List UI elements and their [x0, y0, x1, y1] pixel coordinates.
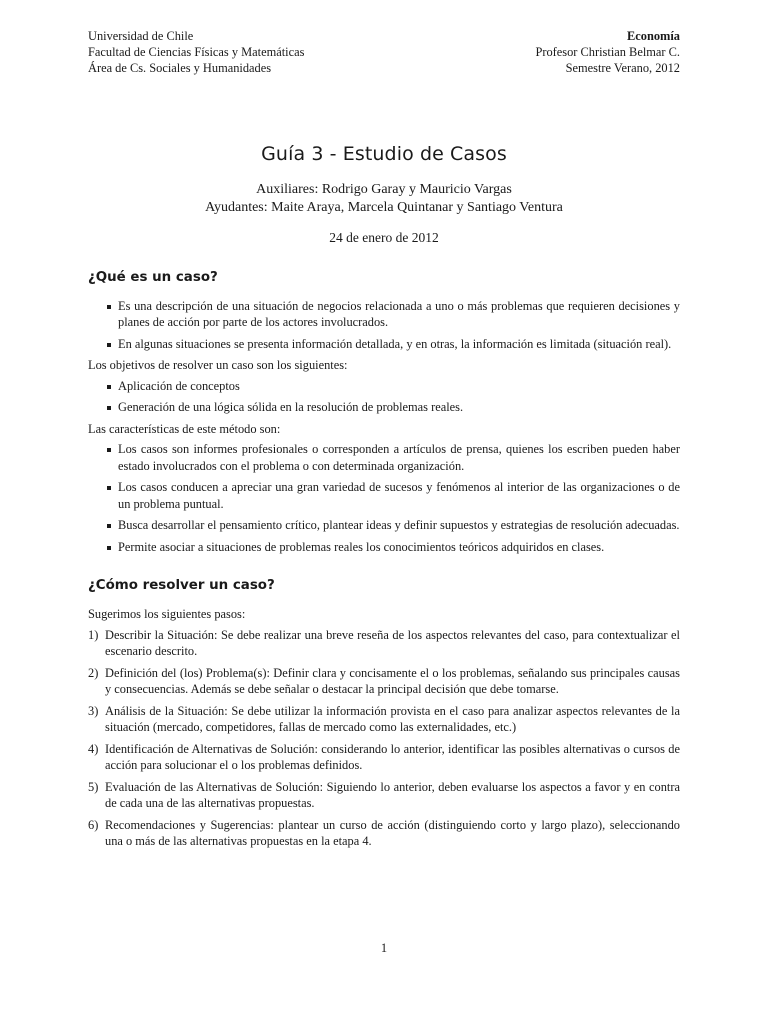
steps-intro: Sugerimos los siguientes pasos: [88, 607, 246, 621]
section-heading-what-is-a-case: ¿Qué es un caso? [88, 269, 218, 285]
step-item [88, 741, 680, 774]
step-text: Recomendaciones y Sugerencias: plantear un curso de acción (distinguiendo corto y largo plazo), seleccionando una o más de las alternativas propuestas en la etapa 4. [105, 817, 680, 848]
course-name: Economía [626, 29, 680, 43]
step-text: Describir la Situación: Se debe realizar una breve reseña de los aspectos relevantes del caso, para contextualizar el escenario descrito. [105, 627, 680, 658]
faculty-name: Facultad de Ciencias Físicas y Matemáticas [88, 45, 305, 59]
step-text: Identificación de Alternativas de Solución: considerando lo anterior, identificar las posibles alternativas o cursos de acción para solucionar el o los problemas definidos. [105, 741, 680, 772]
authors-block [88, 181, 680, 217]
page-header [88, 28, 680, 76]
list-item: En algunas situaciones se presenta información detallada, y en otras, la información es limitada (situación real). [88, 336, 680, 353]
document-title: Guía 3 - Estudio de Casos [261, 143, 507, 165]
definition-list [88, 298, 680, 353]
step-text: Análisis de la Situación: Se debe utilizar la información provista en el caso para analizar aspectos relevantes de la situación (mercado, competidores, fallas de mercado como las externalidades, etc.) [105, 703, 680, 734]
page-number: 1 [380, 941, 388, 955]
step-item [88, 665, 680, 698]
document-date: 24 de enero de 2012 [329, 230, 439, 245]
objectives-list [88, 378, 680, 416]
step-text: Definición del (los) Problema(s): Definir clara y concisamente el o los problemas, señalando sus principales causas y consecuencias. Además se debe señalar o destacar la principal decisión que debe tomarse. [105, 665, 680, 696]
semester-label: Semestre Verano, 2012 [565, 61, 680, 75]
step-number: 1) [88, 627, 99, 642]
step-number: 4) [88, 741, 99, 756]
ayudantes-line: Ayudantes: Maite Araya, Marcela Quintanar y Santiago Ventura [205, 200, 563, 215]
step-item [88, 627, 680, 660]
list-item: Busca desarrollar el pensamiento crítico, plantear ideas y definir supuestos y estrategias de resolución adecuadas. [88, 517, 680, 534]
professor-name: Profesor Christian Belmar C. [535, 45, 680, 59]
document-page [88, 28, 680, 855]
list-item: Aplicación de conceptos [88, 378, 680, 395]
department-name: Área de Cs. Sociales y Humanidades [88, 61, 272, 75]
step-number: 6) [88, 817, 99, 832]
step-text: Evaluación de las Alternativas de Solución: Siguiendo lo anterior, deben evaluarse los aspectos a favor y en contra de cada una de las alternativas propuestas. [105, 779, 680, 810]
step-item [88, 817, 680, 850]
list-item: Generación de una lógica sólida en la resolución de problemas reales. [88, 399, 680, 416]
steps-list [88, 627, 680, 850]
course-block [535, 28, 680, 76]
institution-block [88, 28, 304, 76]
features-list [88, 441, 680, 555]
step-number: 5) [88, 779, 99, 794]
step-item [88, 779, 680, 812]
objectives-intro: Los objetivos de resolver un caso son los siguientes: [88, 358, 348, 372]
list-item: Los casos son informes profesionales o corresponden a artículos de prensa, quienes los escriben pueden haber estado involucrados con el problema o con determinada organización. [88, 441, 680, 474]
university-name: Universidad de Chile [88, 29, 194, 43]
step-number: 3) [88, 703, 99, 718]
auxiliares-line: Auxiliares: Rodrigo Garay y Mauricio Vargas [256, 182, 512, 197]
step-item [88, 703, 680, 736]
list-item: Es una descripción de una situación de negocios relacionada a uno o más problemas que requieren decisiones y planes de acción por parte de los actores involucrados. [88, 298, 680, 331]
section-heading-how-to-solve: ¿Cómo resolver un caso? [88, 578, 275, 593]
list-item: Permite asociar a situaciones de problemas reales los conocimientos teóricos adquiridos en clases. [88, 539, 680, 556]
step-number: 2) [88, 665, 99, 680]
features-intro: Las características de este método son: [88, 421, 281, 436]
list-item: Los casos conducen a apreciar una gran variedad de sucesos y fenómenos al interior de las organizaciones o de un problema puntual. [88, 479, 680, 512]
